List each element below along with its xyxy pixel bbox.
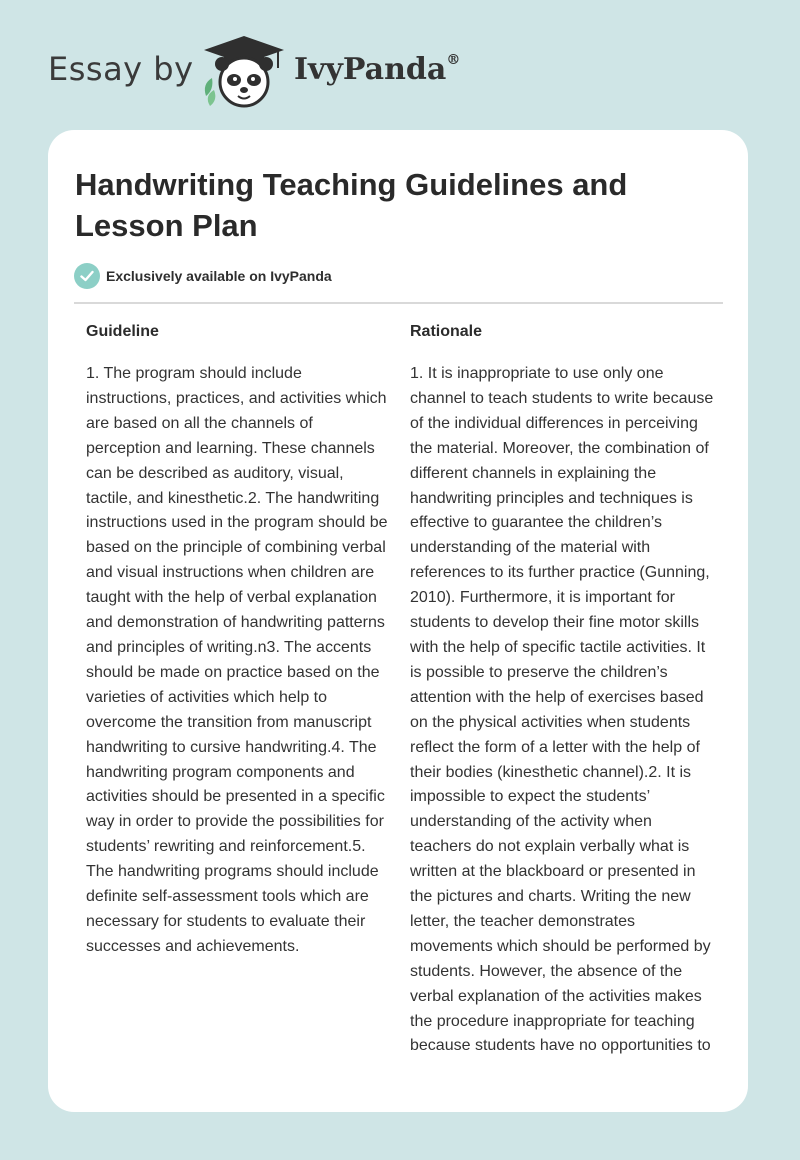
check-icon bbox=[74, 263, 100, 289]
column-header-rationale: Rationale bbox=[410, 323, 483, 340]
badge-label: Exclusively available on IvyPanda bbox=[106, 268, 332, 284]
site-header bbox=[0, 0, 800, 130]
exclusive-badge bbox=[74, 263, 332, 289]
divider bbox=[74, 302, 723, 304]
essay-card bbox=[48, 130, 748, 1112]
column-header-guideline: Guideline bbox=[86, 323, 159, 340]
rationale-text: 1. It is inappropriate to use only one channel to teach students to write because of the individual differences in perceiving the material. Moreover, the combination of different channels in explaining the handwriting principles and techniques is effective to guarantee the children’s understanding of the material with references to its further practice (Gunning, 2010). Furthermore, it is important for students to develop their fine motor skills with the help of specific tactile activities. It is possible to preserve the children’s attention with the help of exercises based on the physical activities when students reflect the form of a letter with the help of their bodies (kinesthetic channel).2. It is impossible to expect the students’ understanding of the activity when teachers do not explain verbally what is written at the blackboard or presented in the pictures and charts. Writing the new letter, the teacher demonstrates movements which should be performed by students. However, the absence of the verbal explanation of the activities makes the procedure inappropriate for teaching because students have no opportunities to bbox=[410, 365, 714, 1055]
guideline-column bbox=[86, 320, 391, 1076]
page-title: Handwriting Teaching Guidelines and Lesson Plan bbox=[75, 167, 628, 243]
panda-logo-icon[interactable] bbox=[200, 34, 288, 110]
brand-name[interactable]: IvyPanda® bbox=[294, 52, 461, 87]
rationale-column bbox=[410, 320, 715, 1076]
brand-prefix: Essay by bbox=[48, 50, 194, 88]
guideline-text: 1. The program should include instructions, practices, and activities which are based on all the channels of perception and learning. These channels can be described as auditory, visual, tactile, and kinesthetic.2. The handwriting instructions used in the program should be based on the principle of combining verbal and visual instructions when children are taught with the help of verbal explanation and demonstration of handwriting patterns and principles of writing.n3. The accents should be made on practice based on the varieties of activities which help to overcome the transition from manuscript handwriting to cursive handwriting.4. The handwriting program components and activities should be presented in a specific way in order to provide the possibilities for students’ rewriting and reinforcement.5. The handwriting programs should include definite self-assessment tools which are necessary for students to evaluate their successes and achievements. bbox=[86, 365, 388, 955]
